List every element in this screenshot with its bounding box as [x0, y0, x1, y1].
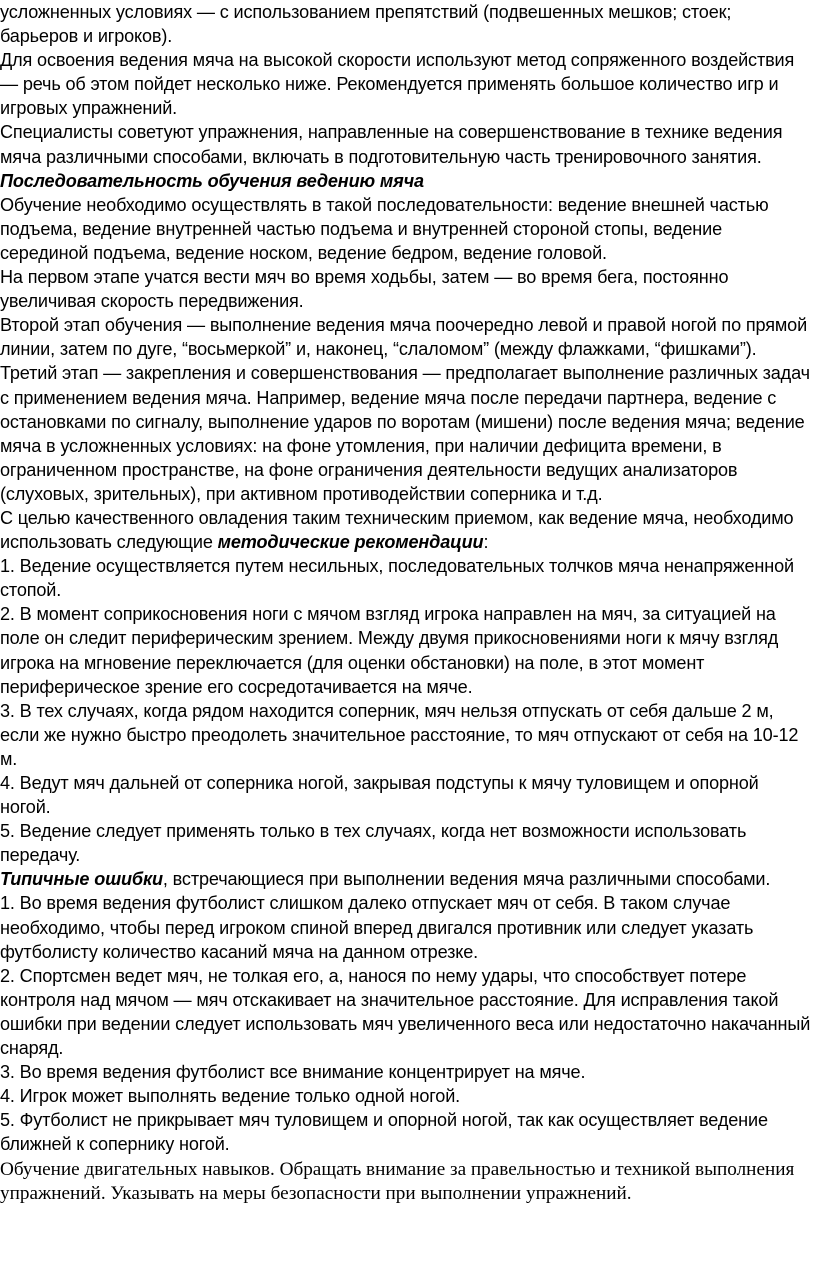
paragraph-closing-note: Обучение двигательных навыков. Обращать внимание за правельностью и техникой выполнения упражнений. Указывать на меры безопасности при выполнении упражнений. [0, 1158, 795, 1204]
paragraph-stage-one: На первом этапе учатся вести мяч во время ходьбы, затем — во время бега, постоянно увеличивая скорость передвижения. [0, 267, 729, 312]
recommendation-item: 4. Ведут мяч дальней от соперника ногой, закрывая подступы к мячу туловищем и опорной ногой. [0, 773, 759, 818]
method-intro-colon: : [483, 532, 489, 553]
section-heading-sequence: Последовательность обучения ведению мяча [0, 170, 424, 191]
recommendation-item: 3. В тех случаях, когда рядом находится соперник, мяч нельзя отпускать от себя дальше 2 м, если же нужно быстро преодолеть значительное расстояние, то мяч отпускают от себя на 10-12 м. [0, 700, 799, 769]
recommendation-item: 1. Ведение осуществляется путем несильных, последовательных толчков мяча ненапряженной стопой. [0, 556, 794, 601]
paragraph-stage-two: Второй этап обучения — выполнение ведения мяча поочередно левой и правой ногой по прямой линии, затем по дуге, “восьмеркой” и, наконец, “слаломом” (между флажками, “фишками”). [0, 315, 808, 360]
recommendation-item: 2. В момент соприкосновения ноги с мячом взгляд игрока направлен на мяч, за ситуацией на поле он следит периферическим зрением. Между двумя прикосновениями ноги к мячу взгляд игрока на мгновение переключается (для оценки обстановки) на поле, в этот момент периферическое зрение его сосредотачивается на мяче. [0, 604, 779, 697]
method-intro-text: С целью качественного овладения таким техническим приемом, как ведение мяча, необходимо использовать следующие [0, 507, 794, 553]
paragraph-high-speed-dribbling: Для освоения ведения мяча на высокой скорости используют метод сопряженного воздействия — речь об этом пойдет несколько ниже. Рекомендуется применять большое количество игр и игровых упражнений. [0, 50, 795, 119]
error-item: 5. Футболист не прикрывает мяч туловищем и опорной ногой, так как осуществляет ведение ближней к сопернику ногой. [0, 1110, 768, 1155]
recommendation-item: 5. Ведение следует применять только в тех случаях, когда нет возможности использовать передачу. [0, 821, 747, 866]
error-item: 1. Во время ведения футболист слишком далеко отпускает мяч от себя. В таком случае необходимо, чтобы перед игроком спиной вперед двигался противник или следует указать футболисту количество касаний мяча на данном отрезке. [0, 893, 754, 962]
method-intro-emphasis: методические рекомендации [217, 532, 484, 553]
paragraph-errors-intro [0, 867, 812, 891]
paragraph-intro-continuation: усложненных условиях — с использованием препятствий (подвешенных мешков; стоек; барьеров и игроков). [0, 2, 732, 47]
paragraph-stage-three: Третий этап — закрепления и совершенствования — предполагает выполнение различных задач с применением ведения мяча. Например, ведение мяча после передачи партнера, ведение с остановками по сигналу, выполнение ударов по воротам (мишени) после ведения мяча; ведение мяча в усложненных условиях: на фоне утомления, при наличии дефицита времени, в ограниченном пространстве, на фоне ограничения деятельности ведущих анализаторов (слуховых, зрительных), при активном противодействии соперника и т.д. [0, 363, 810, 504]
errors-intro-emphasis: Типичные ошибки [0, 869, 163, 890]
error-item: 2. Спортсмен ведет мяч, не толкая его, а, нанося по нему удары, что способствует потере контроля над мячом — мяч отскакивает на значительное расстояние. Для исправления такой ошибки при ведении следует использовать мяч увеличенного веса или недостаточно накачанный снаряд. [0, 965, 811, 1059]
paragraph-specialist-advice: Специалисты советуют упражнения, направленные на совершенствование в технике ведения мяча различными способами, включать в подготовительную часть тренировочного занятия. [0, 122, 783, 167]
paragraph-training-sequence: Обучение необходимо осуществлять в такой последовательности: ведение внешней частью подъема, ведение внутренней частью подъема и внутренней стороной стопы, ведение серединой подъема, ведение носком, ведение бедром, ведение головой. [0, 194, 769, 263]
errors-intro-text: , встречающиеся при выполнении ведения мяча различными способами. [162, 869, 771, 890]
paragraph-method-intro [0, 506, 812, 554]
error-item: 3. Во время ведения футболист все внимание концентрирует на мяче. [0, 1062, 586, 1083]
error-item: 4. Игрок может выполнять ведение только одной ногой. [0, 1086, 461, 1107]
